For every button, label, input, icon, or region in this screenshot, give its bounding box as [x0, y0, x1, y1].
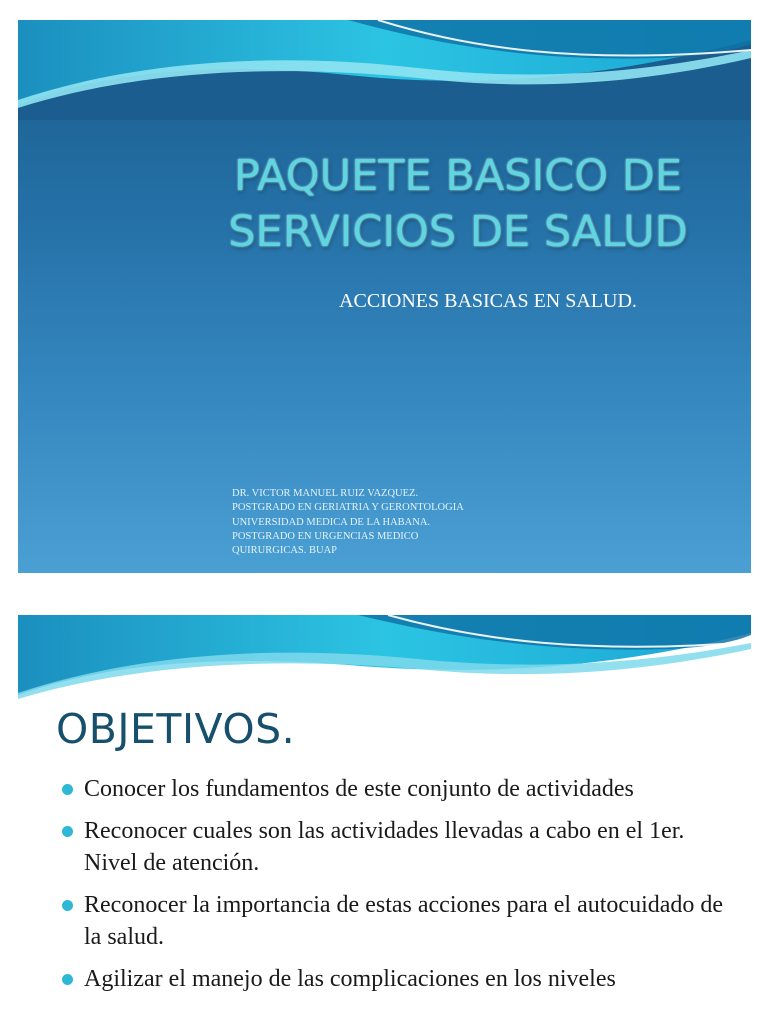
slide-title: OBJETIVOS.: [56, 705, 296, 753]
list-item-text: Conocer los fundamentos de este conjunto de actividades: [84, 776, 634, 802]
bullet-icon: [62, 974, 73, 985]
objectives-slide: [18, 615, 751, 1035]
credit-line: DR. VICTOR MANUEL RUIZ VAZQUEZ.: [232, 488, 419, 499]
credit-line: UNIVERSIDAD MEDICA DE LA HABANA.: [232, 516, 431, 528]
list-item-text: Agilizar el manejo de las complicaciones en los niveles: [84, 966, 616, 992]
list-item: [62, 963, 742, 995]
bullet-icon: [62, 900, 73, 911]
slide-subtitle: ACCIONES BASICAS EN SALUD.: [339, 290, 637, 312]
bullet-icon: [62, 826, 73, 837]
author-credits: [232, 487, 464, 558]
credit-line: QUIRURGICAS. BUAP: [232, 545, 338, 557]
list-item: [62, 815, 742, 879]
list-item: [62, 773, 742, 805]
objectives-list: [62, 773, 742, 1005]
credit-line: POSTGRADO EN GERIATRIA Y GERONTOLOGIA: [232, 502, 464, 514]
slide-title-line-2: SERVICIOS DE SALUD: [228, 207, 688, 257]
list-item-text: Reconocer la importancia de estas acciones para el autocuidado de la salud.: [84, 892, 724, 950]
wave-banner-graphic: [18, 615, 751, 705]
slide-title: [188, 148, 728, 260]
list-item-text: Reconocer cuales son las actividades llevadas a cabo en el 1er. Nivel de atención.: [84, 818, 685, 876]
title-slide: [18, 20, 751, 573]
credit-line: POSTGRADO EN URGENCIAS MEDICO: [232, 530, 419, 542]
bullet-icon: [62, 784, 73, 795]
list-item: [62, 889, 742, 953]
wave-banner-graphic: [18, 20, 751, 120]
slide-title-line-1: PAQUETE BASICO DE: [233, 151, 683, 201]
